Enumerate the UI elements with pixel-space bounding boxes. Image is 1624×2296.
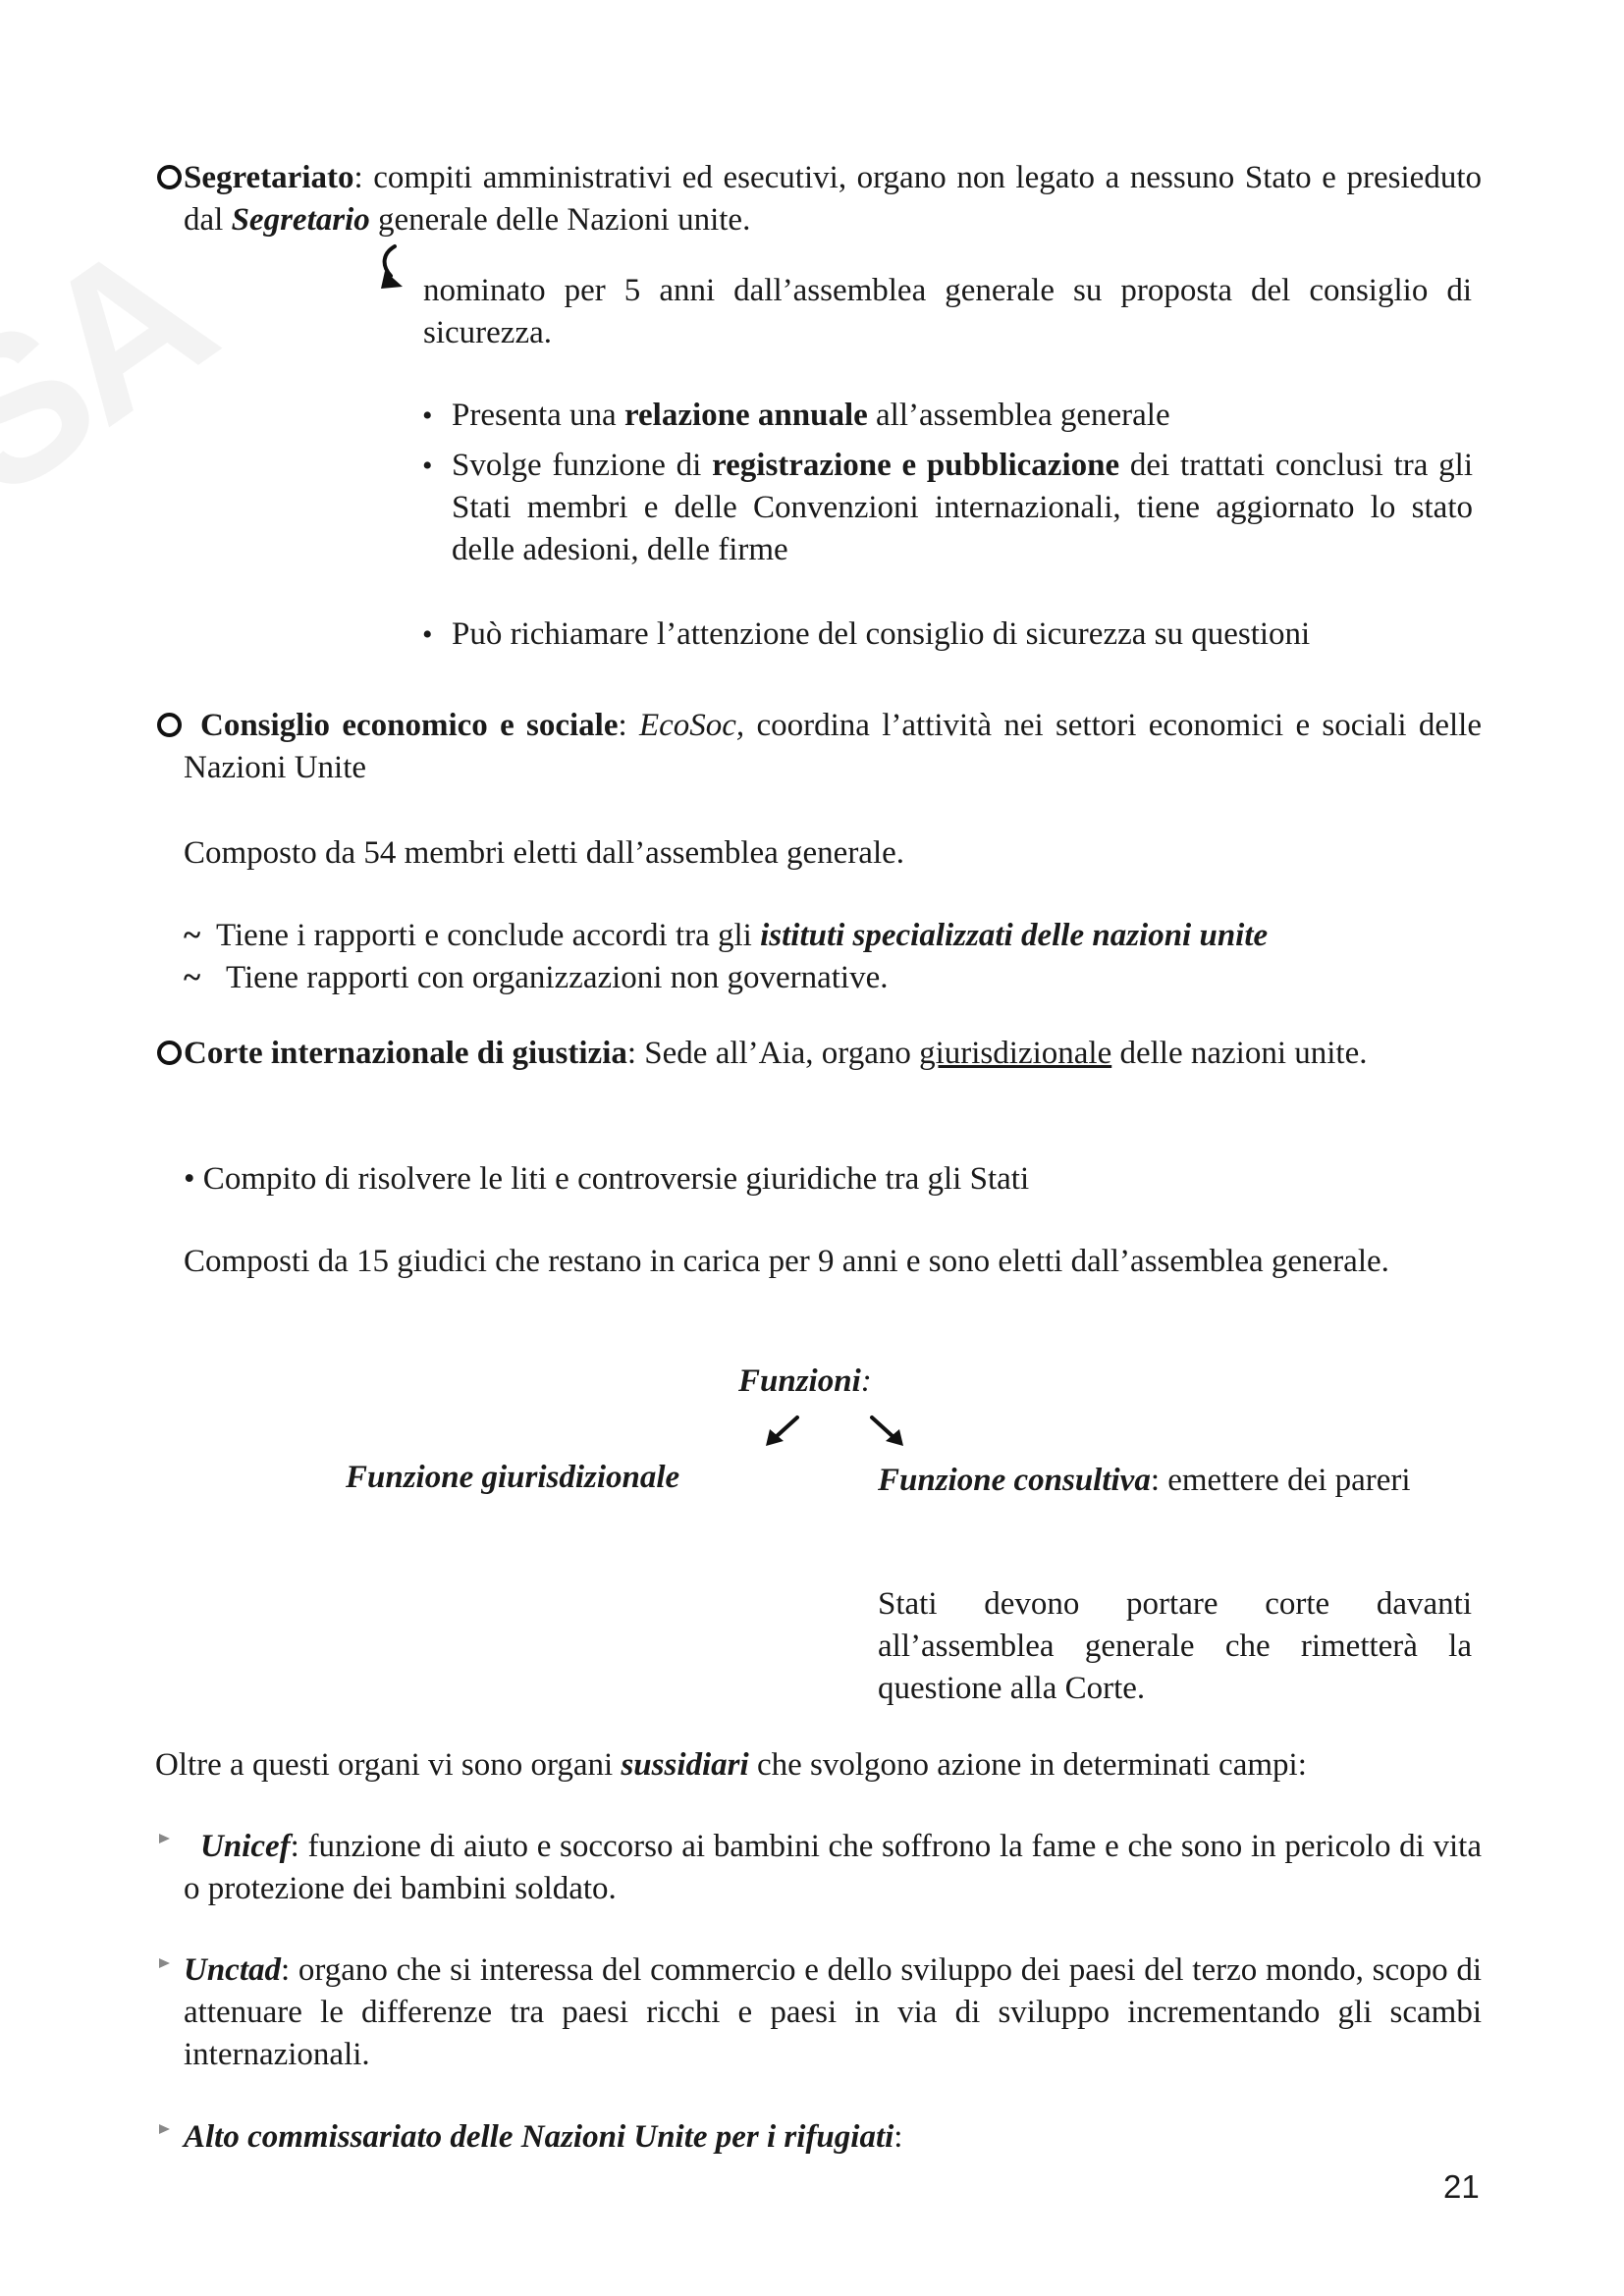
bullet: • bbox=[422, 450, 433, 482]
secretariat-item-1: Presenta una relazione annuale all’assemblea generale bbox=[452, 398, 1170, 433]
unhcr-paragraph: Alto commissariato delle Nazioni Unite per i rifugiati: bbox=[184, 2119, 903, 2155]
ecosoc-item-2: Tiene rapporti con organizzazioni non governative. bbox=[226, 960, 889, 995]
section-circle-icon bbox=[157, 165, 182, 189]
ecosoc-paragraph: Consiglio economico e sociale: EcoSoc, coordina l’attività nei settori economici e sociali delle Nazioni Unite bbox=[184, 708, 1482, 785]
secretariat-item-2: Svolge funzione di registrazione e pubblicazione dei trattati conclusi tra gli Stati membri e delle Convenzioni internazionali, tiene aggiornato lo stato delle adesioni, delle firme bbox=[452, 448, 1473, 567]
court-paragraph: Corte internazionale di giustizia: Sede all’Aia, organo giurisdizionale delle nazioni unite. bbox=[184, 1036, 1368, 1071]
function-advisory-note: Stati devono portare corte davanti all’assemblea generale che rimetterà la questione alla Corte. bbox=[878, 1586, 1472, 1706]
functions-heading: Funzioni: bbox=[738, 1363, 872, 1399]
bullet: • bbox=[422, 400, 433, 432]
section-circle-icon bbox=[157, 1041, 182, 1065]
court-title: Corte internazionale di giustizia bbox=[184, 1036, 627, 1071]
secretariat-title: Segretariato bbox=[184, 160, 354, 195]
curved-arrow-icon bbox=[377, 243, 410, 293]
bullet: • bbox=[422, 618, 433, 651]
secretary-appointment-note: nominato per 5 anni dall’assemblea generale su proposta del consiglio di sicurezza. bbox=[423, 273, 1472, 350]
unicef-paragraph: Unicef: funzione di aiuto e soccorso ai bambini che soffrono la fame e che sono in pericolo di vita o protezione dei bambini soldato. bbox=[184, 1829, 1482, 1906]
subsidiary-intro: Oltre a questi organi vi sono organi sussidiari che svolgono azione in determinati campi: bbox=[155, 1747, 1307, 1783]
section-circle-icon bbox=[157, 713, 182, 737]
secretary-term: Segretario bbox=[231, 202, 370, 238]
court-task: • Compito di risolvere le liti e controversie giuridiche tra gli Stati bbox=[184, 1161, 1030, 1197]
unctad-paragraph: Unctad: organo che si interessa del commercio e dello sviluppo dei paesi del terzo mondo, scopo di attenuare le differenze tra paesi ricchi e paesi in via di sviluppo incrementando gli scambi internazionali. bbox=[184, 1952, 1482, 2072]
ecosoc-item-1: Tiene i rapporti e conclude accordi tra gli istituti specializzati delle nazioni unite bbox=[216, 918, 1269, 953]
small-arrow-bullet-icon bbox=[157, 2122, 171, 2136]
function-advisory: Funzione consultiva: emettere dei pareri bbox=[878, 1463, 1411, 1498]
tilde-bullet: ~ bbox=[184, 918, 201, 953]
secretariat-item-3: Può richiamare l’attenzione del consiglio di sicurezza su questioni bbox=[452, 616, 1311, 652]
tilde-bullet: ~ bbox=[184, 960, 201, 995]
function-judicial: Funzione giurisdizionale bbox=[346, 1460, 680, 1495]
small-arrow-bullet-icon bbox=[157, 1956, 171, 1970]
small-arrow-bullet-icon bbox=[157, 1832, 171, 1845]
arrow-down-left-icon bbox=[764, 1414, 803, 1449]
arrow-down-right-icon bbox=[868, 1414, 907, 1449]
ecosoc-composition: Composto da 54 membri eletti dall’assemblea generale. bbox=[184, 835, 905, 871]
court-composition: Composti da 15 giudici che restano in carica per 9 anni e sono eletti dall’assemblea generale. bbox=[184, 1244, 1389, 1279]
ecosoc-title: Consiglio economico e sociale bbox=[200, 708, 619, 743]
page-number: 21 bbox=[1443, 2168, 1480, 2205]
secretariat-paragraph: Segretariato: compiti amministrativi ed esecutivi, organo non legato a nessuno Stato e presieduto dal Segretario generale delle Nazioni unite. bbox=[184, 160, 1482, 238]
